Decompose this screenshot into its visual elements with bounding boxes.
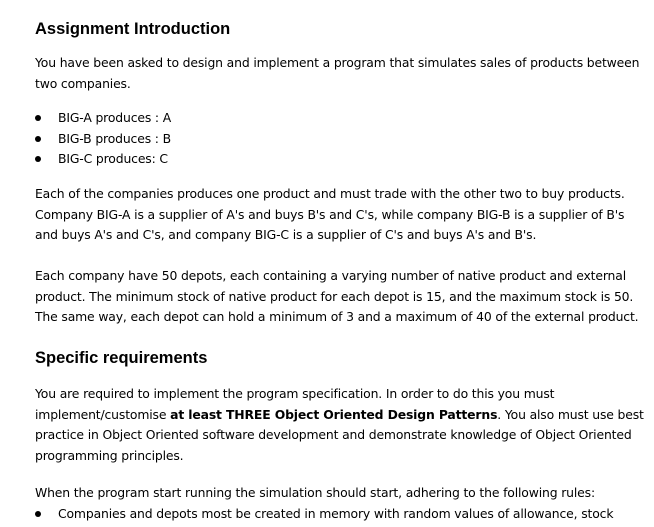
company-list (35, 108, 171, 170)
intro-heading: Assignment Introduction (35, 20, 231, 38)
intro-paragraph-1 (35, 53, 640, 94)
text-line: Each of the companies produces one product and must trade with the other two to buy products. (35, 186, 625, 201)
bullet-icon (35, 136, 41, 142)
list-item: BIG-B produces : B (35, 129, 171, 150)
text-line: product. The minimum stock of native product for each depot is 15, and the maximum stock is 50. (35, 288, 634, 304)
requirements-paragraph-2: When the program start running the simulation should start, adhering to the following rules: (35, 485, 595, 500)
text-line: The same way, each depot can hold a minimum of 3 and a maximum of 40 of the external product. (35, 309, 639, 325)
text-line: You are required to implement the program specification. In order to do this you must (35, 386, 555, 401)
text-line: and buys A's and C's, and company BIG-C is a supplier of C's and buys A's and B's. (35, 227, 537, 243)
text-line: implement/customise at least THREE Object Oriented Design Patterns. You also must use best (35, 406, 644, 422)
rules-list (35, 504, 613, 525)
list-item: BIG-A produces : A (35, 108, 171, 129)
text-line: You have been asked to design and implement a program that simulates sales of products between (35, 55, 640, 70)
text-line: two companies. (35, 75, 131, 91)
requirements-heading: Specific requirements (35, 349, 208, 367)
intro-paragraph-3 (35, 266, 639, 328)
emphasis-text: at least THREE Object Oriented Design Patterns (170, 406, 498, 422)
text-line: practice in Object Oriented software development and demonstrate knowledge of Object Oriented (35, 427, 632, 443)
text-line: programming principles. (35, 448, 184, 464)
text-line: Company BIG-A is a supplier of A's and buys B's and C's, while company BIG-B is a supplier of B's (35, 206, 625, 222)
bullet-icon (35, 511, 41, 517)
text-line: Each company have 50 depots, each containing a varying number of native product and external (35, 268, 626, 283)
intro-paragraph-2 (35, 184, 635, 246)
bullet-icon (35, 115, 41, 121)
list-item: Companies and depots most be created in memory with random values of allowance, stock (35, 504, 613, 525)
bullet-icon (35, 156, 41, 162)
list-item: BIG-C produces: C (35, 149, 171, 170)
requirements-paragraph-1 (35, 384, 644, 467)
